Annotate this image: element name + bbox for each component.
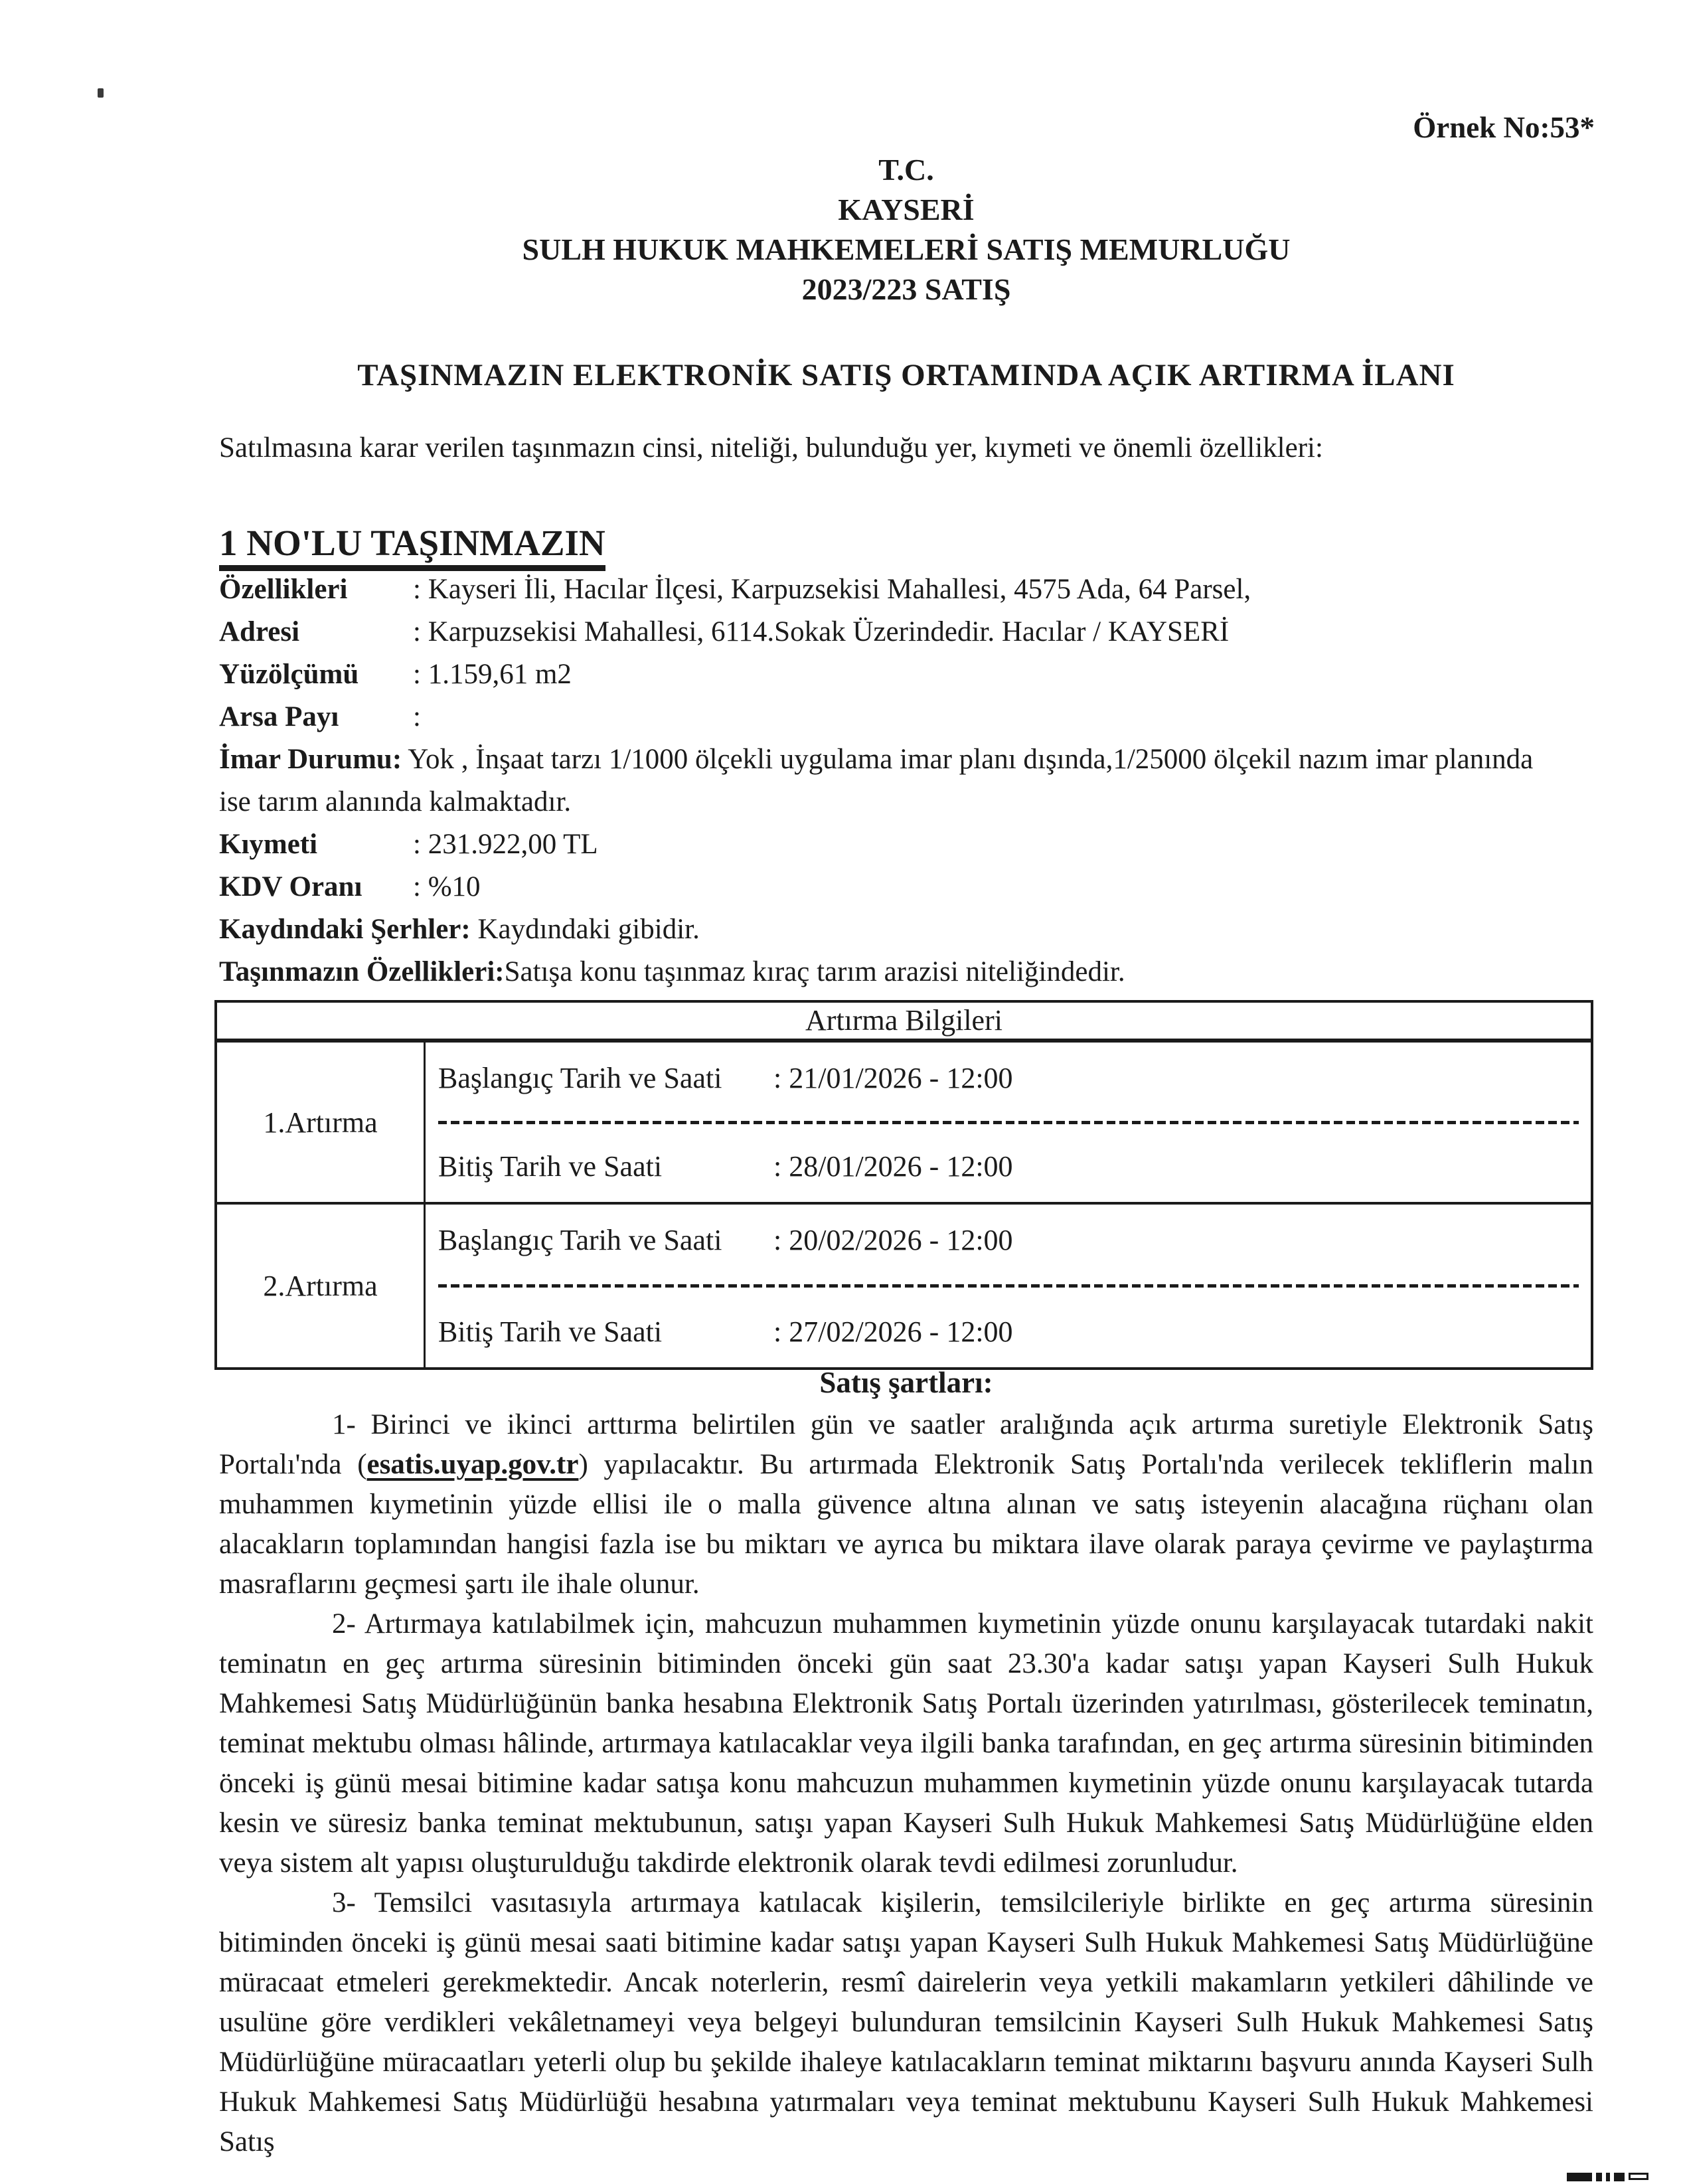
term-paragraph-1 [219, 1405, 1593, 1604]
property-value: Yok , İnşaat tarzı 1/1000 ölçekli uygulama imar planı dışında,1/25000 ölçekil nazım imar planında ise tarım alanında kalmaktadır. [219, 744, 1534, 817]
auction-round-1-name: 1.Artırma [217, 1043, 426, 1202]
header-line-office: SULH HUKUK MAHKEMELERİ SATIŞ MEMURLUĞU [522, 232, 1291, 266]
auction-start-line [438, 1223, 1579, 1257]
auction-round-2-name: 2.Artırma [217, 1205, 426, 1367]
auction-start-value: : 21/01/2026 - 12:00 [773, 1062, 1013, 1094]
property-row-serhler [219, 908, 1560, 951]
property-label: Kaydındaki Şerhler: [219, 914, 471, 945]
property-row-ozellikleri [219, 568, 1560, 611]
terms-body [219, 1405, 1593, 2162]
header-line-case-number: 2023/223 SATIŞ [801, 272, 1011, 306]
property-label: İmar Durumu: [219, 744, 402, 775]
intro-line: Satılmasına karar verilen taşınmazın cinsi, niteliği, bulunduğu yer, kıymeti ve önemli özellikleri: [219, 432, 1323, 463]
document-title: TAŞINMAZIN ELEKTRONİK SATIŞ ORTAMINDA AÇIK ARTIRMA İLANI [357, 358, 1455, 392]
auction-round-1-row [217, 1043, 1591, 1205]
property-row-kiymeti [219, 823, 1560, 866]
property-row-imar-durumu [219, 738, 1560, 823]
property-section-heading: 1 NO'LU TAŞINMAZIN [219, 522, 605, 571]
property-label: KDV Oranı [219, 871, 362, 902]
auction-start-line [438, 1061, 1579, 1095]
property-label: Kıymeti [219, 829, 318, 860]
auction-end-line [438, 1149, 1579, 1183]
auction-round-2-details [426, 1205, 1591, 1367]
property-label: Adresi [219, 616, 300, 647]
property-value: : 1.159,61 m2 [413, 659, 572, 690]
property-value: Satışa konu taşınmaz kıraç tarım arazisi niteliğindedir. [504, 956, 1125, 987]
property-row-yuzolcumu [219, 653, 1560, 696]
property-details [219, 568, 1560, 993]
auction-round-1-details [426, 1043, 1591, 1202]
property-value: : 231.922,00 TL [413, 829, 598, 860]
auction-start-label: Başlangıç Tarih ve Saati [438, 1224, 722, 1256]
auction-end-label: Bitiş Tarih ve Saati [438, 1315, 663, 1348]
property-value: : Karpuzsekisi Mahallesi, 6114.Sokak Üzerindedir. Hacılar / KAYSERİ [413, 616, 1230, 647]
auction-start-value: : 20/02/2026 - 12:00 [773, 1224, 1013, 1256]
form-number: Örnek No:53* [1413, 111, 1595, 144]
header-line-tc: T.C. [878, 153, 934, 187]
auction-info-table [214, 1000, 1593, 1370]
esatis-portal-url: esatis.uyap.gov.tr [366, 1449, 579, 1480]
property-label: Taşınmazın Özellikleri: [219, 956, 505, 987]
property-value: Kaydındaki gibidir. [470, 914, 700, 945]
auction-end-label: Bitiş Tarih ve Saati [438, 1150, 663, 1183]
dashed-separator [438, 1121, 1579, 1124]
term-1-text: 1- Birinci ve ikinci arttırma belirtilen gün ve saatler aralığında açık artırma suretiyle Elektronik Satış Portalı'nda ( [219, 1409, 1593, 1480]
dashed-separator [438, 1284, 1579, 1288]
property-label: Özellikleri [219, 574, 348, 605]
court-header [219, 150, 1593, 309]
auction-round-2-row [217, 1205, 1591, 1367]
property-row-tasinmaz-ozellikleri [219, 951, 1560, 993]
property-label: Arsa Payı [219, 701, 339, 732]
auction-start-label: Başlangıç Tarih ve Saati [438, 1062, 722, 1094]
auction-end-value: : 28/01/2026 - 12:00 [773, 1150, 1013, 1183]
term-paragraph-2: 2- Artırmaya katılabilmek için, mahcuzun muhammen kıymetinin yüzde onunu karşılayacak tutardaki nakit teminatın en geç artırma süresinin bitiminden önceki gün saat 23.30'a kadar satışı yapan Kayseri Sulh Hukuk Mahkemesi Satış Müdürlüğünün banka hesabına Elektronik Satış Portalı üzerinden yatırılması, gösterilecek teminatın, teminat mektubu olması hâlinde, artırmaya katılacaklar veya ilgili banka tarafından, en geç artırma süresinin bitiminden önceki iş günü mesai bitimine kadar satışa konu mahcuzun muhammen kıymetinin yüzde onunu karşılayacak tutarda kesin ve süresiz banka teminat mektubunun, satışı yapan Kayseri Sulh Hukuk Mahkemesi Satış Müdürlüğüne elden veya sistem alt yapısı oluşturulduğu takdirde elektronik olarak tevdi edilmesi zorunludur. [219, 1608, 1593, 1879]
property-row-kdv-orani [219, 866, 1560, 908]
page-bottom-artifact-marks [1567, 2173, 1673, 2184]
header-line-city: KAYSERİ [838, 193, 975, 226]
auction-end-value: : 27/02/2026 - 12:00 [773, 1315, 1013, 1348]
property-value: : Kayseri İli, Hacılar İlçesi, Karpuzsekisi Mahallesi, 4575 Ada, 64 Parsel, [413, 574, 1251, 605]
property-value: : %10 [413, 871, 481, 902]
terms-heading: Satış şartları: [819, 1366, 993, 1399]
term-1-text-continued: ) yapılacaktır. Bu artırmada Elektronik Satış Portalı'nda verilecek tekliflerin malın muhammen kıymetinin yüzde ellisi ile o malla güvence altına alınan ve satış isteyenin alacağına rüçhanı olan alacakların toplamından hangisi fazla ise bu miktarı ve ayrıca bu miktara ilave olarak paraya çevirme ve paylaştırma masraflarını geçmesi şartı ile ihale olunur. [219, 1449, 1593, 1600]
property-value: : [413, 701, 421, 732]
term-paragraph-3: 3- Temsilci vasıtasıyla artırmaya katılacak kişilerin, temsilcileriyle birlikte en geç artırma süresinin bitiminden önceki iş günü mesai saati bitimine kadar satışı yapan Kayseri Sulh Hukuk Mahkemesi Satış Müdürlüğüne müracaat etmeleri gerekmektedir. Ancak noterlerin, resmî dairelerin veya yetkili makamların yetkileri dâhilinde ve usulüne göre verdikleri vekâletnameyi veya belgeyi bulunduran temsilcinin Kayseri Sulh Hukuk Mahkemesi Satış Müdürlüğüne müracaatları yeterli olup bu şekilde ihaleye katılacakların teminat miktarını başvuru anında Kayseri Sulh Hukuk Mahkemesi Satış Müdürlüğü hesabına yatırmaları veya teminat mektubunu Kayseri Sulh Hukuk Mahkemesi Satış [219, 1887, 1593, 2157]
auction-end-line [438, 1315, 1579, 1349]
auction-table-title: Artırma Bilgileri [217, 1003, 1591, 1043]
property-row-arsa-payi [219, 696, 1560, 738]
property-label: Yüzölçümü [219, 659, 359, 690]
property-row-adresi [219, 611, 1560, 653]
scan-speck-artifact [98, 88, 104, 98]
